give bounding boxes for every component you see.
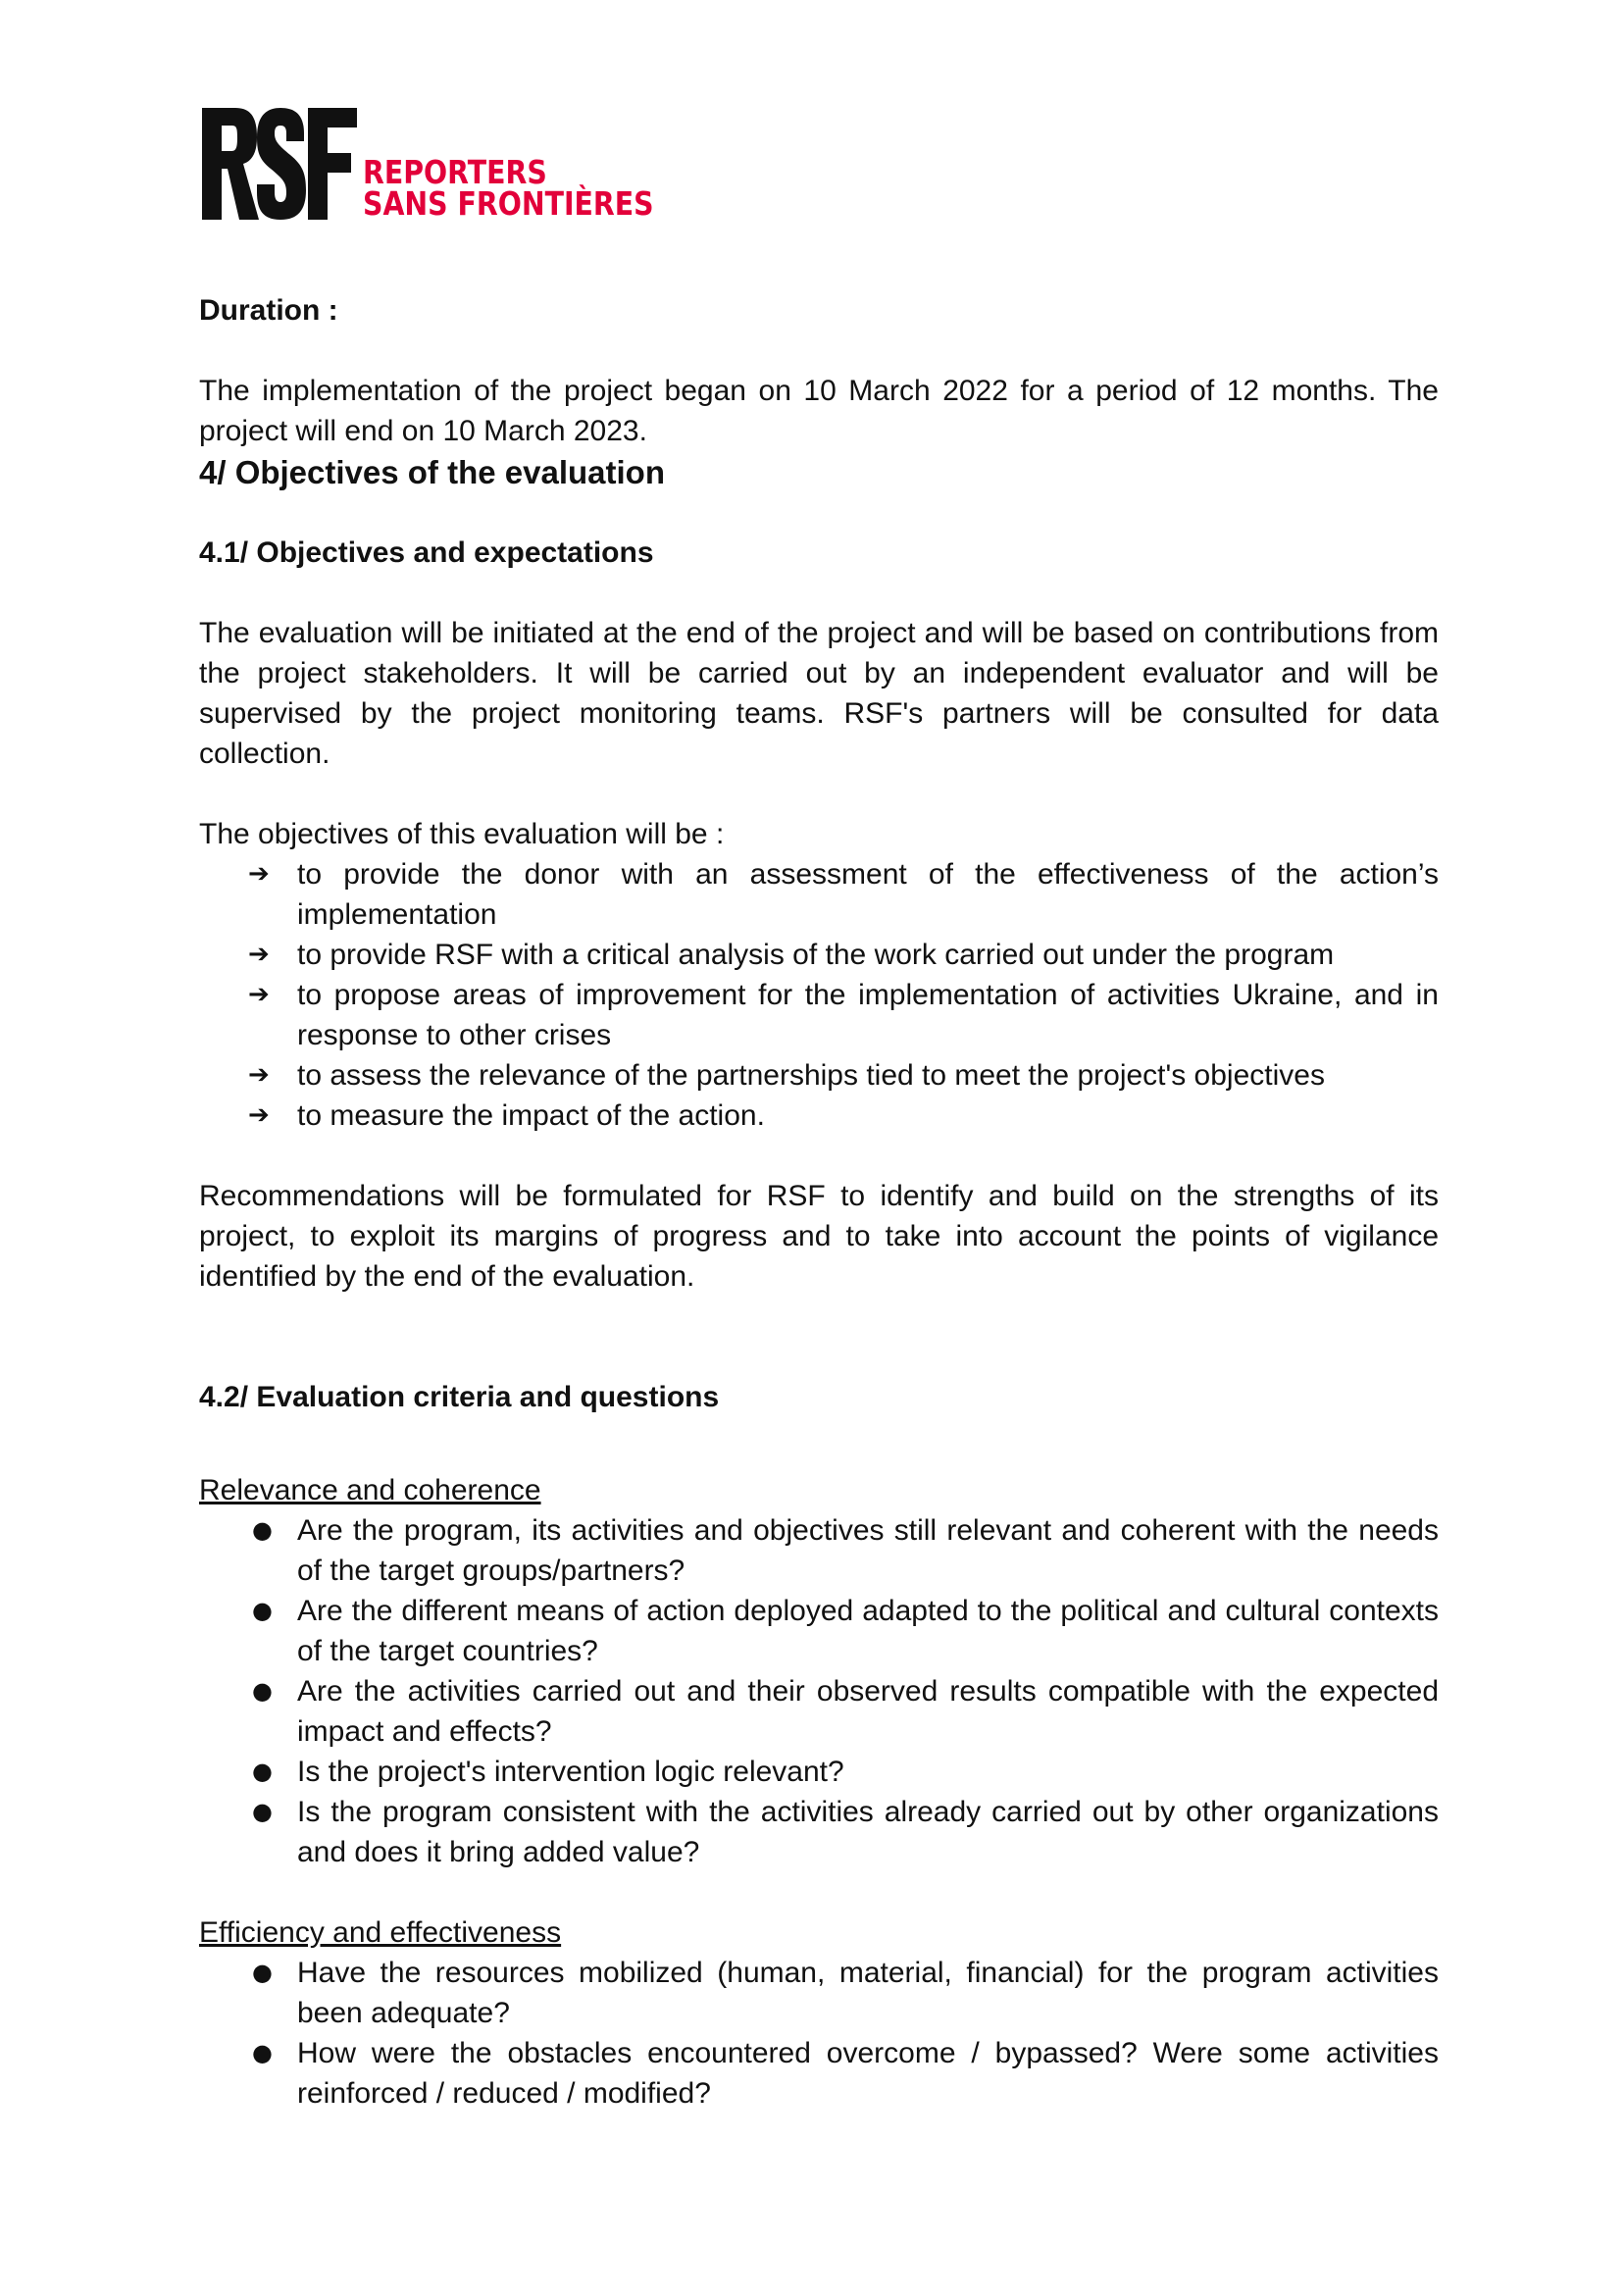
objectives-intro: The objectives of this evaluation will be : bbox=[199, 818, 725, 850]
list-item: ● How were the obstacles encountered overcome / bypassed? Were some activities reinforced / reduced / modified? bbox=[199, 2033, 1439, 2114]
duration-heading: Duration : bbox=[199, 294, 338, 327]
list-item: ➔ to measure the impact of the action. bbox=[199, 1096, 1439, 1136]
efficiency-questions bbox=[199, 1953, 1439, 2114]
bullet-icon: ● bbox=[252, 1758, 273, 1785]
section-4-1-title: 4.1/ Objectives and expectations bbox=[199, 536, 654, 569]
arrow-icon: ➔ bbox=[248, 940, 270, 969]
arrow-icon: ➔ bbox=[248, 1100, 270, 1130]
logo-wordmark bbox=[363, 153, 654, 223]
bullet-icon: ● bbox=[252, 1597, 273, 1624]
recommendations-paragraph: Recommendations will be formulated for RSF to identify and build on the strengths of its project, to exploit its margins of progress and to take into account the points of vigilance identified by the end of the evaluation. bbox=[199, 1180, 1439, 1293]
list-item: ● Are the different means of action deployed adapted to the political and cultural contexts of the target countries? bbox=[199, 1591, 1439, 1671]
logo-line-1: REPORTERS bbox=[363, 153, 547, 191]
list-item: ● Have the resources mobilized (human, material, financial) for the program activities been adequate? bbox=[199, 1953, 1439, 2033]
relevance-heading: Relevance and coherence bbox=[199, 1474, 541, 1506]
bullet-icon: ● bbox=[252, 1677, 273, 1705]
arrow-icon: ➔ bbox=[248, 859, 270, 889]
list-item: ➔ to provide RSF with a critical analysis of the work carried out under the program bbox=[199, 935, 1439, 975]
efficiency-heading: Efficiency and effectiveness bbox=[199, 1916, 562, 1949]
bullet-icon: ● bbox=[252, 1959, 273, 1986]
bullet-icon: ● bbox=[252, 1798, 273, 1825]
list-item: ➔ to propose areas of improvement for the implementation of activities Ukraine, and in response to other crises bbox=[199, 975, 1439, 1055]
relevance-questions bbox=[199, 1510, 1439, 1872]
objectives-list bbox=[199, 854, 1439, 1136]
rsf-logo-mark-icon bbox=[202, 108, 359, 220]
rsf-logo bbox=[202, 108, 654, 223]
list-item: ● Are the activities carried out and their observed results compatible with the expected impact and effects? bbox=[199, 1671, 1439, 1752]
list-item: ● Is the program consistent with the activities already carried out by other organizations and does it bring added value? bbox=[199, 1792, 1439, 1872]
list-item: ➔ to provide the donor with an assessment of the effectiveness of the action’s implementation bbox=[199, 854, 1439, 935]
section-4-title: 4/ Objectives of the evaluation bbox=[199, 454, 665, 490]
list-item: ● Is the project's intervention logic relevant? bbox=[199, 1752, 1439, 1792]
duration-text: The implementation of the project began on 10 March 2022 for a period of 12 months. The project will end on 10 March 2023. bbox=[199, 375, 1439, 447]
bullet-icon: ● bbox=[252, 1516, 273, 1544]
list-item: ➔ to assess the relevance of the partnerships tied to meet the project's objectives bbox=[199, 1055, 1439, 1096]
logo-line-2: SANS FRONTIÈRES bbox=[363, 184, 654, 223]
list-item: ● Are the program, its activities and objectives still relevant and coherent with the needs of the target groups/partners? bbox=[199, 1510, 1439, 1591]
arrow-icon: ➔ bbox=[248, 980, 270, 1009]
document-body bbox=[199, 290, 1439, 2114]
arrow-icon: ➔ bbox=[248, 1060, 270, 1090]
bullet-icon: ● bbox=[252, 2039, 273, 2066]
evaluation-paragraph: The evaluation will be initiated at the end of the project and will be based on contributions from the project stakeholders. It will be carried out by an independent evaluator and will be supervised by the project monitoring teams. RSF's partners will be consulted for data collection. bbox=[199, 617, 1439, 770]
section-4-2-title: 4.2/ Evaluation criteria and questions bbox=[199, 1381, 720, 1413]
